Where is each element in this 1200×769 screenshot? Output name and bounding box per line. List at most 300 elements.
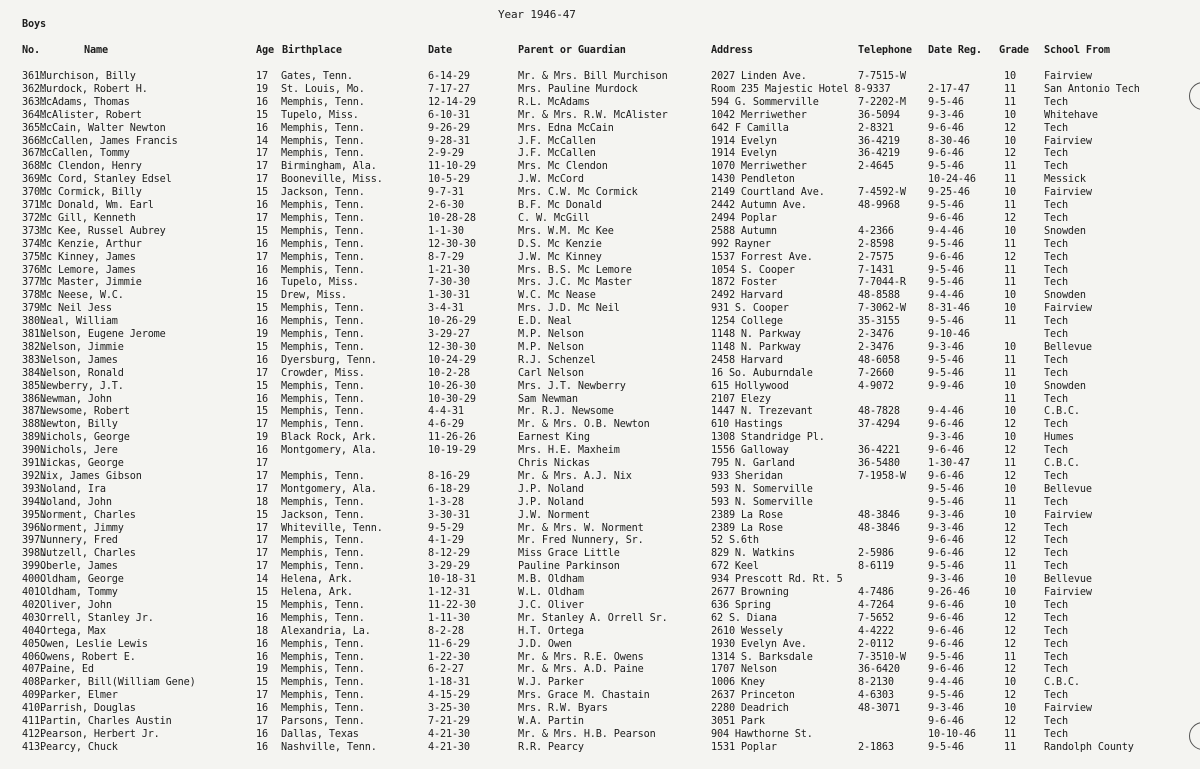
cell-date-registered: 10-24-46 [928,174,976,186]
cell-number: 401. [22,587,46,598]
cell-age: 16 [256,264,268,276]
cell-telephone: 48-9968 [858,200,900,211]
cell-name: Parker, Elmer [40,690,118,702]
cell-birth-date: 11-26-26 [428,432,476,444]
cell-date-registered: 9-3-46 [928,522,964,534]
cell-birthplace: Birmingham, Ala. [281,161,377,173]
cell-name: Noland, Ira [40,483,106,495]
cell-age: 16 [256,728,268,740]
cell-parent-guardian: Chris Nickas [518,458,590,469]
cell-birth-date: 10-2-28 [428,367,470,379]
cell-birthplace: Memphis, Tenn. [281,316,365,328]
cell-number: 398. [22,548,46,560]
cell-address: Room 235 Majestic Hotel 8-9337 [711,83,891,95]
cell-grade: 11 [1004,728,1016,740]
cell-name: Nix, James Gibson [40,470,142,482]
cell-telephone: 2-4645 [858,161,894,173]
cell-parent-guardian: J.F. McCallen [518,135,596,147]
cell-address: 1430 Pendleton [711,174,795,186]
cell-telephone: 7-5652 [858,612,894,624]
cell-birthplace: Memphis, Tenn. [281,496,365,508]
cell-name: Orrell, Stanley Jr. [40,612,154,624]
cell-parent-guardian: Mr. & Mrs. Bill Murchison [518,71,668,82]
cell-name: Partin, Charles Austin [40,716,172,727]
cell-birth-date: 3-29-29 [428,561,470,573]
cell-birthplace: Memphis, Tenn. [281,638,365,650]
cell-name: Nelson, Jimmie [40,341,124,353]
cell-number: 375. [22,251,46,263]
cell-parent-guardian: H.T. Ortega [518,625,584,637]
cell-age: 16 [256,445,268,457]
cell-number: 389. [22,432,46,444]
cell-telephone: 48-7828 [858,406,900,418]
cell-parent-guardian: Mrs. C.W. Mc Cormick [518,187,638,199]
cell-parent-guardian: W.J. Parker [518,677,584,689]
cell-school-from: Tech [1044,716,1068,727]
cell-birthplace: Memphis, Tenn. [281,96,365,108]
cell-date-registered: 2-17-47 [928,83,970,95]
cell-telephone: 2-8321 [858,122,894,134]
cell-age: 17 [256,71,268,82]
cell-number: 377. [22,277,46,289]
cell-address: 1930 Evelyn Ave. [711,638,807,650]
cell-name: Oldham, George [40,574,124,586]
cell-birthplace: Helena, Ark. [281,574,353,586]
cell-number: 385. [22,380,46,392]
cell-birthplace: Helena, Ark. [281,587,353,598]
cell-telephone: 36-4221 [858,445,900,457]
cell-date-registered: 9-6-46 [928,625,964,637]
cell-number: 397. [22,535,46,547]
cell-birth-date: 10-26-29 [428,316,476,328]
cell-date-registered: 9-3-46 [928,574,964,586]
cell-parent-guardian: J.C. Oliver [518,599,584,611]
cell-grade: 10 [1004,587,1016,598]
cell-number: 399. [22,561,46,573]
cell-grade: 12 [1004,522,1016,534]
cell-school-from: Snowden [1044,380,1086,392]
binder-hole-bottom [1189,722,1200,750]
cell-school-from: Tech [1044,122,1068,134]
column-header-address: Address [711,45,753,56]
cell-date-registered: 9-5-46 [928,690,964,702]
cell-birth-date: 6-2-27 [428,664,464,676]
cell-grade: 10 [1004,703,1016,715]
cell-name: Mc Lemore, James [40,264,136,276]
cell-grade: 10 [1004,341,1016,353]
cell-age: 17 [256,161,268,173]
cell-school-from: C.B.C. [1044,677,1080,689]
cell-school-from: Tech [1044,277,1068,289]
cell-age: 19 [256,432,268,444]
cell-date-registered: 9-4-46 [928,225,964,237]
cell-birth-date: 1-12-31 [428,587,470,598]
cell-school-from: Tech [1044,148,1068,160]
cell-parent-guardian: Mr. Stanley A. Orrell Sr. [518,612,668,624]
cell-telephone: 48-8588 [858,290,900,302]
cell-age: 17 [256,483,268,495]
cell-address: 1148 N. Parkway [711,329,801,340]
cell-birthplace: Memphis, Tenn. [281,329,365,340]
column-header-telephone: Telephone [858,45,912,56]
cell-birth-date: 10-5-29 [428,174,470,186]
cell-name: Norment, Charles [40,509,136,521]
cell-address: 933 Sheridan [711,470,783,482]
cell-age: 17 [256,548,268,560]
cell-name: Parker, Bill(William Gene) [40,677,196,689]
cell-telephone: 2-0112 [858,638,894,650]
cell-name: McAlister, Robert [40,109,142,121]
cell-number: 381. [22,329,46,340]
cell-school-from: Tech [1044,470,1068,482]
cell-age: 19 [256,329,268,340]
cell-parent-guardian: Miss Grace Little [518,548,620,560]
column-header-number: No. [22,45,40,56]
cell-parent-guardian: B.F. Mc Donald [518,200,602,211]
cell-address: 62 S. Diana [711,612,777,624]
cell-grade: 10 [1004,574,1016,586]
cell-grade: 11 [1004,354,1016,366]
cell-name: Norment, Jimmy [40,522,124,534]
cell-address: 2389 La Rose [711,509,783,521]
cell-number: 404. [22,625,46,637]
cell-birthplace: Memphis, Tenn. [281,664,365,676]
cell-school-from: Tech [1044,238,1068,250]
cell-birthplace: Tupelo, Miss. [281,277,359,289]
cell-school-from: Tech [1044,548,1068,560]
cell-number: 367. [22,148,46,160]
cell-school-from: Tech [1044,535,1068,547]
cell-birth-date: 9-28-31 [428,135,470,147]
cell-telephone: 4-4222 [858,625,894,637]
cell-address: 992 Rayner [711,238,771,250]
cell-name: McCallen, Tommy [40,148,130,160]
cell-address: 1042 Merriwether [711,109,807,121]
cell-telephone: 7-2202-M [858,96,906,108]
cell-birth-date: 1-1-30 [428,225,464,237]
cell-address: 1531 Poplar [711,741,777,753]
cell-name: Mc Cord, Stanley Edsel [40,174,172,186]
cell-number: 412. [22,728,46,740]
cell-name: Noland, John [40,496,112,508]
cell-parent-guardian: C. W. McGill [518,212,590,224]
cell-birthplace: Memphis, Tenn. [281,393,365,405]
cell-birth-date: 4-21-30 [428,741,470,753]
cell-number: 369. [22,174,46,186]
cell-address: 1537 Forrest Ave. [711,251,813,263]
cell-date-registered: 9-3-46 [928,341,964,353]
cell-address: 1914 Evelyn [711,135,777,147]
cell-parent-guardian: Mrs. Edna McCain [518,122,614,134]
cell-date-registered: 10-10-46 [928,728,976,740]
cell-birth-date: 10-19-29 [428,445,476,457]
cell-grade: 10 [1004,677,1016,689]
cell-birthplace: Black Rock, Ark. [281,432,377,444]
cell-number: 366. [22,135,46,147]
cell-date-registered: 9-5-46 [928,96,964,108]
cell-name: Neal, William [40,316,118,328]
cell-number: 382. [22,341,46,353]
cell-grade: 10 [1004,599,1016,611]
cell-school-from: Tech [1044,445,1068,457]
cell-birth-date: 1-22-30 [428,651,470,663]
cell-birthplace: Whiteville, Tenn. [281,522,383,534]
cell-parent-guardian: Earnest King [518,432,590,444]
cell-parent-guardian: Mr. & Mrs. A.J. Nix [518,470,632,482]
cell-date-registered: 9-5-46 [928,200,964,211]
cell-age: 16 [256,238,268,250]
cell-birthplace: Booneville, Miss. [281,174,383,186]
cell-date-registered: 9-4-46 [928,406,964,418]
cell-grade: 11 [1004,393,1016,405]
cell-address: 2458 Harvard [711,354,783,366]
cell-age: 15 [256,677,268,689]
cell-date-registered: 9-6-46 [928,445,964,457]
cell-grade: 12 [1004,122,1016,134]
cell-birth-date: 1-3-28 [428,496,464,508]
cell-birthplace: Montgomery, Ala. [281,483,377,495]
cell-parent-guardian: Mrs. Grace M. Chastain [518,690,650,702]
cell-date-registered: 9-5-46 [928,354,964,366]
cell-date-registered: 9-5-46 [928,651,964,663]
cell-name: Newton, Billy [40,419,118,431]
cell-telephone: 37-4294 [858,419,900,431]
cell-name: Oliver, John [40,599,112,611]
cell-grade: 12 [1004,716,1016,727]
cell-number: 413. [22,741,46,753]
cell-address: 904 Hawthorne St. [711,728,813,740]
cell-birthplace: Memphis, Tenn. [281,470,365,482]
cell-date-registered: 9-6-46 [928,599,964,611]
cell-name: Mc Neese, W.C. [40,290,124,302]
cell-date-registered: 9-6-46 [928,548,964,560]
cell-name: Newberry, J.T. [40,380,124,392]
cell-grade: 10 [1004,71,1016,82]
column-header-parent-guardian: Parent or Guardian [518,45,626,56]
cell-parent-guardian: W.A. Partin [518,716,584,727]
cell-age: 17 [256,535,268,547]
cell-birth-date: 1-18-31 [428,677,470,689]
cell-address: 1308 Standridge Pl. [711,432,825,444]
cell-address: 1914 Evelyn [711,148,777,160]
cell-address: 1254 College [711,316,783,328]
cell-date-registered: 9-5-46 [928,277,964,289]
cell-address: 2677 Browning [711,587,789,598]
binder-hole-top [1189,82,1200,110]
cell-name: Parrish, Douglas [40,703,136,715]
cell-age: 17 [256,522,268,534]
cell-school-from: Tech [1044,599,1068,611]
cell-number: 391. [22,458,46,469]
cell-number: 362. [22,83,46,95]
cell-date-registered: 9-4-46 [928,677,964,689]
cell-age: 15 [256,109,268,121]
cell-parent-guardian: Mrs. Pauline Murdock [518,83,638,95]
cell-address: 610 Hastings [711,419,783,431]
cell-birth-date: 10-28-28 [428,212,476,224]
cell-school-from: Messick [1044,174,1086,186]
cell-school-from: Humes [1044,432,1074,444]
cell-telephone: 36-4219 [858,135,900,147]
cell-telephone: 36-6420 [858,664,900,676]
cell-parent-guardian: E.D. Neal [518,316,572,328]
cell-grade: 12 [1004,419,1016,431]
cell-parent-guardian: M.P. Nelson [518,341,584,353]
cell-age: 19 [256,83,268,95]
cell-age: 16 [256,638,268,650]
cell-name: Mc Gill, Kenneth [40,212,136,224]
cell-birth-date: 1-30-31 [428,290,470,302]
cell-date-registered: 9-3-46 [928,109,964,121]
cell-date-registered: 8-31-46 [928,303,970,315]
cell-number: 402. [22,599,46,611]
cell-name: Mc Kinney, James [40,251,136,263]
cell-birth-date: 3-30-31 [428,509,470,521]
cell-birth-date: 9-5-29 [428,522,464,534]
cell-birth-date: 4-21-30 [428,728,470,740]
cell-parent-guardian: Mrs. J.C. Mc Master [518,277,632,289]
cell-birthplace: Memphis, Tenn. [281,651,365,663]
cell-grade: 10 [1004,290,1016,302]
cell-date-registered: 9-6-46 [928,535,964,547]
cell-telephone: 7-1431 [858,264,894,276]
cell-birth-date: 9-7-31 [428,187,464,199]
cell-address: 593 N. Somerville [711,496,813,508]
cell-birth-date: 8-7-29 [428,251,464,263]
cell-name: Oldham, Tommy [40,587,118,598]
cell-age: 16 [256,354,268,366]
cell-telephone: 7-7044-R [858,277,906,289]
cell-age: 15 [256,225,268,237]
cell-school-from: Bellevue [1044,574,1092,586]
cell-number: 371. [22,200,46,211]
cell-name: Nelson, Ronald [40,367,124,379]
cell-date-registered: 9-3-46 [928,703,964,715]
cell-birth-date: 8-2-28 [428,625,464,637]
column-header-birth-date: Date [428,45,452,56]
cell-name: Owen, Leslie Lewis [40,638,148,650]
cell-name: Mc Neil Jess [40,303,112,315]
cell-address: 636 Spring [711,599,771,611]
cell-grade: 10 [1004,109,1016,121]
cell-number: 363. [22,96,46,108]
column-header-birthplace: Birthplace [282,45,342,56]
cell-telephone: 2-3476 [858,329,894,340]
cell-grade: 12 [1004,148,1016,160]
cell-name: Nickas, George [40,458,124,469]
cell-grade: 11 [1004,83,1016,95]
cell-age: 16 [256,612,268,624]
cell-number: 400. [22,574,46,586]
cell-address: 2149 Courtland Ave. [711,187,825,199]
cell-birthplace: Memphis, Tenn. [281,212,365,224]
cell-name: Nichols, George [40,432,130,444]
cell-parent-guardian: Mr. Fred Nunnery, Sr. [518,535,644,547]
cell-address: 52 S.6th [711,535,759,547]
cell-telephone: 7-3510-W [858,651,906,663]
cell-parent-guardian: Sam Newman [518,393,578,405]
cell-name: McCain, Walter Newton [40,122,166,134]
cell-grade: 11 [1004,561,1016,573]
cell-grade: 12 [1004,251,1016,263]
cell-birthplace: Jackson, Tenn. [281,509,365,521]
cell-birthplace: Gates, Tenn. [281,71,353,82]
cell-number: 403. [22,612,46,624]
cell-age: 15 [256,587,268,598]
column-header-name: Name [84,45,108,56]
cell-birth-date: 10-18-31 [428,574,476,586]
cell-number: 370. [22,187,46,199]
cell-birth-date: 7-17-27 [428,83,470,95]
cell-birthplace: Memphis, Tenn. [281,561,365,573]
cell-school-from: Tech [1044,264,1068,276]
cell-name: Newsome, Robert [40,406,130,418]
cell-name: Nutzell, Charles [40,548,136,560]
cell-address: 1314 S. Barksdale [711,651,813,663]
cell-address: 931 S. Cooper [711,303,789,315]
cell-birth-date: 3-29-27 [428,329,470,340]
cell-birth-date: 4-4-31 [428,406,464,418]
cell-birthplace: Memphis, Tenn. [281,535,365,547]
cell-birth-date: 12-14-29 [428,96,476,108]
cell-birthplace: Memphis, Tenn. [281,599,365,611]
cell-school-from: Fairview [1044,587,1092,598]
cell-school-from: Bellevue [1044,341,1092,353]
cell-school-from: Tech [1044,638,1068,650]
cell-grade: 10 [1004,135,1016,147]
cell-date-registered: 9-25-46 [928,187,970,199]
cell-birth-date: 7-30-30 [428,277,470,289]
cell-grade: 12 [1004,664,1016,676]
cell-name: Mc Kenzie, Arthur [40,238,142,250]
cell-date-registered: 9-5-46 [928,741,964,753]
cell-telephone: 36-5480 [858,458,900,469]
column-header-grade: Grade [999,45,1029,56]
cell-grade: 10 [1004,303,1016,315]
cell-school-from: Tech [1044,419,1068,431]
cell-date-registered: 9-6-46 [928,664,964,676]
cell-school-from: C.B.C. [1044,406,1080,418]
cell-parent-guardian: Pauline Parkinson [518,561,620,573]
cell-school-from: Tech [1044,625,1068,637]
cell-birth-date: 6-18-29 [428,483,470,495]
cell-age: 15 [256,599,268,611]
cell-school-from: Tech [1044,354,1068,366]
cell-age: 17 [256,174,268,186]
cell-age: 15 [256,509,268,521]
cell-date-registered: 9-6-46 [928,716,964,727]
cell-parent-guardian: Mrs. W.M. Mc Kee [518,225,614,237]
cell-school-from: C.B.C. [1044,458,1080,469]
cell-age: 16 [256,200,268,211]
cell-number: 405. [22,638,46,650]
cell-school-from: Tech [1044,161,1068,173]
cell-address: 672 Keel [711,561,759,573]
cell-school-from: Tech [1044,522,1068,534]
cell-school-from: Tech [1044,393,1068,405]
cell-date-registered: 9-9-46 [928,380,964,392]
cell-number: 388. [22,419,46,431]
cell-address: 2637 Princeton [711,690,795,702]
cell-birth-date: 8-16-29 [428,470,470,482]
cell-grade: 10 [1004,187,1016,199]
cell-age: 17 [256,716,268,727]
cell-age: 17 [256,561,268,573]
cell-birth-date: 6-14-29 [428,71,470,82]
cell-birth-date: 12-30-30 [428,341,476,353]
cell-grade: 12 [1004,612,1016,624]
cell-address: 829 N. Watkins [711,548,795,560]
